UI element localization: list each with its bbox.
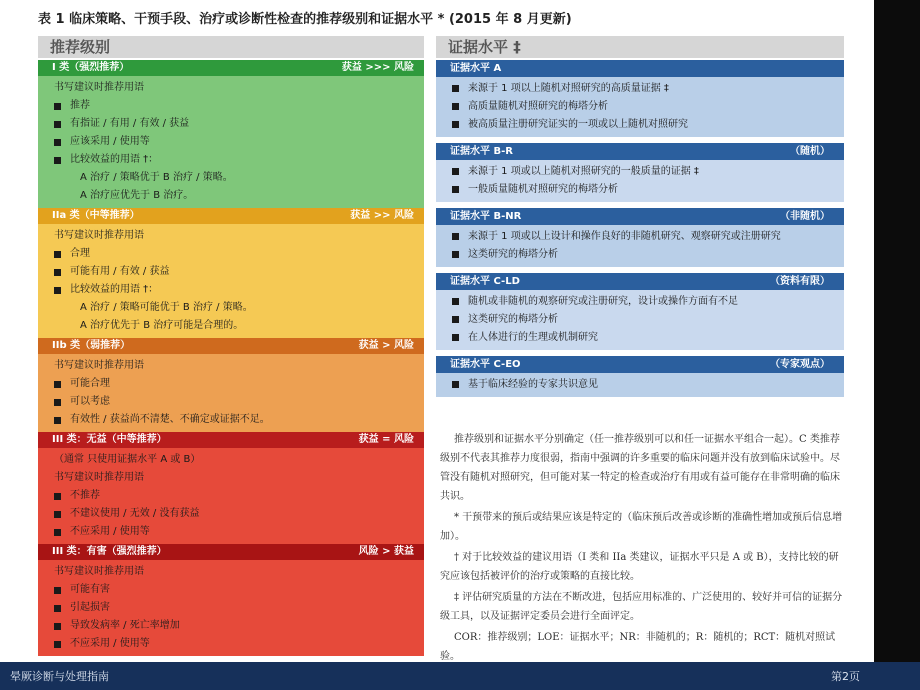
- benefit-risk-ratio: 获益 > 风险: [358, 340, 414, 351]
- body-text: [54, 563, 414, 581]
- line-text: 有效性 / 获益尚不清楚、不确定或证据不足。: [70, 414, 270, 425]
- square-bullet-icon: [54, 103, 61, 110]
- square-bullet-icon: [54, 529, 61, 536]
- line-text: 合理: [70, 248, 90, 259]
- class-label: III 类：有害（强烈推荐）: [52, 546, 167, 557]
- bullet-item: [54, 151, 414, 169]
- bullet-item: [452, 311, 834, 329]
- line-text: 来源于 1 项或以上随机对照研究的一般质量的证据 ‡: [468, 166, 699, 177]
- footnote-star: * 干预带来的预后或结果应该是特定的（临床预后改善或诊断的准确性增加或预后信息增加）。: [440, 512, 843, 542]
- slide-footer: [0, 662, 920, 690]
- evidence-level-block: [436, 273, 844, 350]
- footnote-general: 推荐级别和证据水平分别确定（任一推荐级别可以和任一证据水平组合一起）。C 类推荐级别不代表其推荐力度很弱，指南中强调的许多重要的临床问题并没有放到临床试验中。尽管没有随机对照研究，但可能对某一特定的检查或治疗有用或有益可能存在非常明确的临床共识。: [440, 434, 840, 502]
- bullet-item: [54, 617, 414, 635]
- line-text: 有指证 / 有用 / 有效 / 获益: [70, 118, 190, 129]
- line-text: 来源于 1 项以上随机对照研究的高质量证据 ‡: [468, 83, 669, 94]
- class-block: [38, 544, 424, 656]
- line-text: 不应采用 / 使用等: [70, 526, 150, 537]
- bullet-item: [54, 375, 414, 393]
- evidence-level-header: [436, 356, 844, 373]
- class-header: [38, 208, 424, 224]
- footnote-dagger: † 对于比较效益的建议用语（I 类和 IIa 类建议，证据水平只是 A 或 B），支持比较的研究应该包括被评价的治疗或策略的直接比较。: [440, 552, 839, 582]
- benefit-risk-ratio: 获益 >> 风险: [350, 210, 414, 221]
- class-label: IIb 类（弱推荐）: [52, 340, 131, 351]
- square-bullet-icon: [452, 298, 459, 305]
- evidence-level-tag: （非随机）: [780, 211, 830, 222]
- body-text: [54, 469, 414, 487]
- evidence-level-header: [436, 273, 844, 290]
- class-body: [38, 354, 424, 432]
- page-title: 表 1 临床策略、干预手段、治疗或诊断性检查的推荐级别和证据水平 * (2015 年 8 月更新): [38, 12, 572, 27]
- line-text: 不建议使用 / 无效 / 没有获益: [70, 508, 200, 519]
- evidence-level-tag: （资料有限）: [770, 276, 830, 287]
- bullet-item: [452, 163, 834, 181]
- class-header: [38, 544, 424, 560]
- footnote-abbreviations: COR：推荐级别；LOE：证据水平；NR：非随机的；R：随机的；RCT：随机对照试验。: [440, 632, 836, 662]
- square-bullet-icon: [452, 334, 459, 341]
- class-body: [38, 560, 424, 656]
- bullet-item: [54, 133, 414, 151]
- sub-item: [54, 317, 414, 335]
- line-text: 书写建议时推荐用语: [54, 566, 144, 577]
- class-body: [38, 224, 424, 338]
- square-bullet-icon: [452, 168, 459, 175]
- class-block: [38, 208, 424, 338]
- square-bullet-icon: [452, 251, 459, 258]
- line-text: 高质量随机对照研究的梅塔分析: [468, 101, 608, 112]
- bullet-item: [54, 523, 414, 541]
- class-block: [38, 60, 424, 208]
- square-bullet-icon: [54, 641, 61, 648]
- bullet-item: [452, 80, 834, 98]
- evidence-level-block: [436, 60, 844, 137]
- evidence-header: 证据水平 ‡: [436, 36, 844, 58]
- bullet-item: [54, 263, 414, 281]
- line-text: A 治疗 / 策略可能优于 B 治疗 / 策略。: [80, 302, 253, 313]
- square-bullet-icon: [54, 605, 61, 612]
- line-text: 引起损害: [70, 602, 110, 613]
- recommendation-column: [38, 60, 424, 656]
- page-number: 第2页: [831, 670, 860, 683]
- class-header: [38, 432, 424, 448]
- square-bullet-icon: [452, 103, 459, 110]
- line-text: 比较效益的用语 †：: [70, 154, 159, 165]
- bullet-item: [452, 293, 834, 311]
- bullet-item: [452, 181, 834, 199]
- footnote-double-dagger: ‡ 评估研究质量的方法在不断改进，包括应用标准的、广泛使用的、较好并可信的证据分级工具，以及证据评定委员会进行全面评定。: [440, 592, 843, 622]
- bullet-item: [452, 116, 834, 134]
- line-text: 在人体进行的生理或机制研究: [468, 332, 598, 343]
- evidence-level-body: [436, 77, 844, 137]
- line-text: 导致发病率 / 死亡率增加: [70, 620, 180, 631]
- line-text: 书写建议时推荐用语: [54, 360, 144, 371]
- evidence-level-body: [436, 225, 844, 267]
- bullet-item: [54, 393, 414, 411]
- bullet-item: [54, 581, 414, 599]
- line-text: 这类研究的梅塔分析: [468, 249, 558, 260]
- bullet-item: [54, 245, 414, 263]
- class-header: [38, 60, 424, 76]
- evidence-level-label: 证据水平 C-LD: [450, 276, 520, 287]
- sub-item: [54, 187, 414, 205]
- line-text: A 治疗应优先于 B 治疗。: [80, 190, 194, 201]
- evidence-level-tag: （专家观点）: [770, 359, 830, 370]
- square-bullet-icon: [54, 251, 61, 258]
- body-text: [54, 227, 414, 245]
- slide-edge: [874, 0, 920, 690]
- footnotes: [440, 430, 844, 668]
- line-text: 不应采用 / 使用等: [70, 638, 150, 649]
- evidence-level-block: [436, 143, 844, 202]
- benefit-risk-ratio: 风险 > 获益: [358, 546, 414, 557]
- square-bullet-icon: [54, 287, 61, 294]
- line-text: 应该采用 / 使用等: [70, 136, 150, 147]
- bullet-item: [54, 505, 414, 523]
- class-body: [38, 448, 424, 544]
- bullet-item: [54, 411, 414, 429]
- recommendation-header: 推荐级别: [38, 36, 424, 58]
- line-text: 可能合理: [70, 378, 110, 389]
- evidence-level-body: [436, 290, 844, 350]
- line-text: 推荐: [70, 100, 90, 111]
- line-text: A 治疗 / 策略优于 B 治疗 / 策略。: [80, 172, 233, 183]
- line-text: 这类研究的梅塔分析: [468, 314, 558, 325]
- bullet-item: [54, 115, 414, 133]
- line-text: 被高质量注册研究证实的一项或以上随机对照研究: [468, 119, 688, 130]
- line-text: 随机或非随机的观察研究或注册研究，设计或操作方面有不足: [468, 296, 738, 307]
- evidence-level-body: [436, 160, 844, 202]
- square-bullet-icon: [54, 511, 61, 518]
- line-text: 一般质量随机对照研究的梅塔分析: [468, 184, 618, 195]
- square-bullet-icon: [54, 623, 61, 630]
- class-block: [38, 338, 424, 432]
- square-bullet-icon: [452, 121, 459, 128]
- evidence-level-header: [436, 208, 844, 225]
- bullet-item: [54, 487, 414, 505]
- square-bullet-icon: [452, 85, 459, 92]
- line-text: 来源于 1 项或以上设计和操作良好的非随机研究、观察研究或注册研究: [468, 231, 781, 242]
- square-bullet-icon: [54, 399, 61, 406]
- square-bullet-icon: [54, 587, 61, 594]
- line-text: 不推荐: [70, 490, 100, 501]
- line-text: A 治疗优先于 B 治疗可能是合理的。: [80, 320, 244, 331]
- bullet-item: [452, 228, 834, 246]
- sub-item: [54, 299, 414, 317]
- body-text: [54, 451, 414, 469]
- class-label: IIa 类（中等推荐）: [52, 210, 140, 221]
- benefit-risk-ratio: 获益 >>> 风险: [341, 62, 414, 73]
- line-text: 可能有害: [70, 584, 110, 595]
- bullet-item: [452, 329, 834, 347]
- square-bullet-icon: [452, 316, 459, 323]
- body-text: [54, 357, 414, 375]
- line-text: 书写建议时推荐用语: [54, 82, 144, 93]
- body-text: [54, 79, 414, 97]
- evidence-level-label: 证据水平 B-R: [450, 146, 513, 157]
- square-bullet-icon: [54, 493, 61, 500]
- square-bullet-icon: [54, 381, 61, 388]
- square-bullet-icon: [452, 233, 459, 240]
- class-header: [38, 338, 424, 354]
- line-text: 可以考虑: [70, 396, 110, 407]
- line-text: 书写建议时推荐用语: [54, 230, 144, 241]
- evidence-level-label: 证据水平 C-EO: [450, 359, 521, 370]
- square-bullet-icon: [54, 269, 61, 276]
- square-bullet-icon: [54, 121, 61, 128]
- square-bullet-icon: [452, 381, 459, 388]
- bullet-item: [452, 98, 834, 116]
- bullet-item: [54, 599, 414, 617]
- line-text: 书写建议时推荐用语: [54, 472, 144, 483]
- bullet-item: [452, 246, 834, 264]
- bullet-item: [54, 281, 414, 299]
- footer-title: 晕厥诊断与处理指南: [10, 670, 109, 683]
- class-label: I 类（强烈推荐）: [52, 62, 130, 73]
- class-body: [38, 76, 424, 208]
- evidence-level-header: [436, 143, 844, 160]
- benefit-risk-ratio: 获益 = 风险: [358, 434, 414, 445]
- sub-item: [54, 169, 414, 187]
- square-bullet-icon: [54, 417, 61, 424]
- evidence-level-block: [436, 356, 844, 397]
- evidence-level-header: [436, 60, 844, 77]
- class-label: III 类：无益（中等推荐）: [52, 434, 167, 445]
- line-text: 基于临床经验的专家共识意见: [468, 379, 598, 390]
- line-text: （通常 只使用证据水平 A 或 B）: [54, 454, 201, 465]
- evidence-level-block: [436, 208, 844, 267]
- bullet-item: [54, 97, 414, 115]
- bullet-item: [452, 376, 834, 394]
- evidence-level-body: [436, 373, 844, 397]
- evidence-level-tag: （随机）: [790, 146, 830, 157]
- evidence-column: [436, 60, 844, 403]
- line-text: 可能有用 / 有效 / 获益: [70, 266, 170, 277]
- square-bullet-icon: [54, 157, 61, 164]
- square-bullet-icon: [54, 139, 61, 146]
- evidence-level-label: 证据水平 A: [450, 63, 502, 74]
- square-bullet-icon: [452, 186, 459, 193]
- bullet-item: [54, 635, 414, 653]
- class-block: [38, 432, 424, 544]
- line-text: 比较效益的用语 †：: [70, 284, 159, 295]
- evidence-level-label: 证据水平 B-NR: [450, 211, 522, 222]
